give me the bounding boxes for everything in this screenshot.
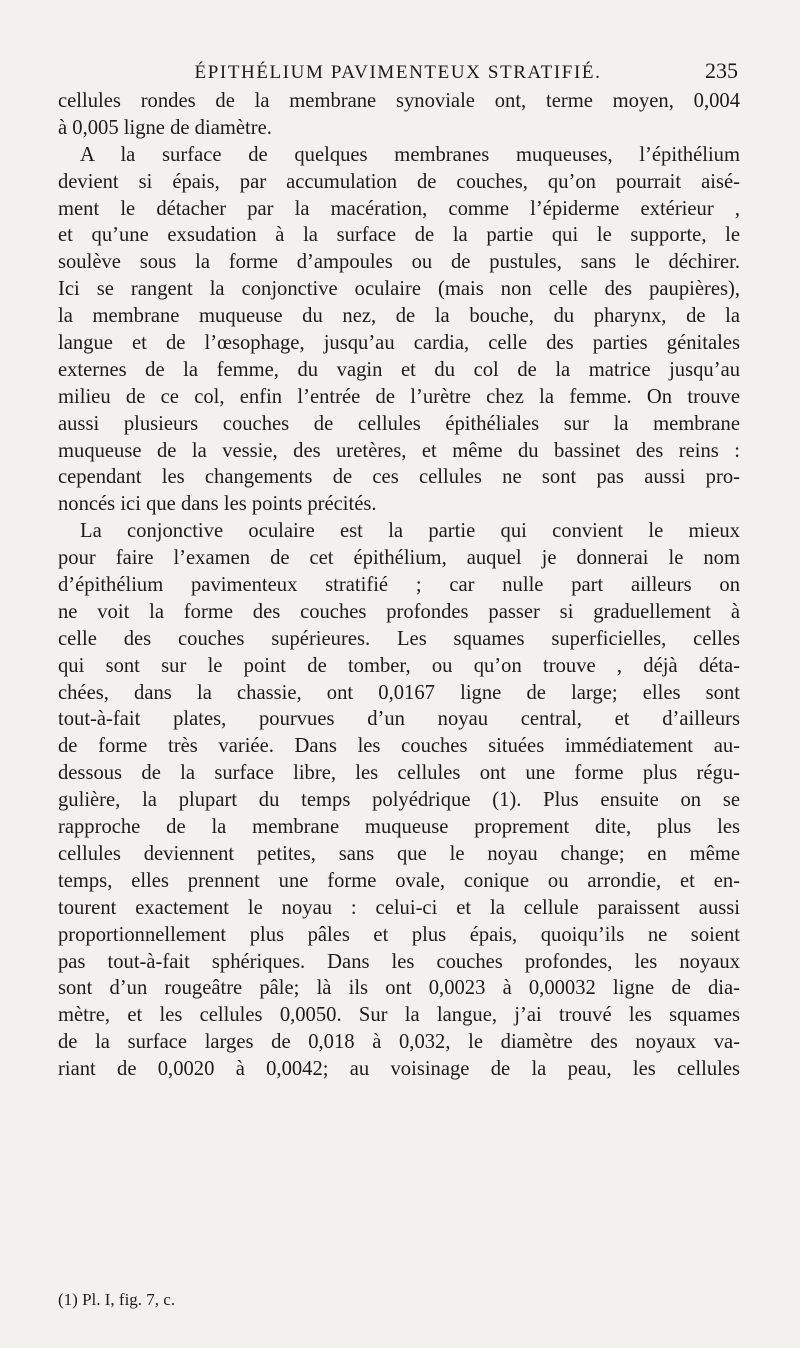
- text-line: ment le détacher par la macération, comme l’épiderme extérieur ,: [58, 197, 740, 220]
- text-line: tout-à-fait plates, pourvues d’un noyau central, et d’ailleurs: [58, 708, 740, 731]
- text-line: et qu’une exsudation à la surface de la partie qui le supporte, le: [58, 224, 740, 247]
- text-line: aussi plusieurs couches de cellules épithéliales sur la membrane: [58, 412, 740, 435]
- text-line: soulève sous la forme d’ampoules ou de pustules, sans le déchirer.: [58, 251, 740, 274]
- text-line: pour faire l’examen de cet épithélium, auquel je donnerai le nom: [58, 547, 740, 570]
- text-line: temps, elles prennent une forme ovale, conique ou arrondie, et en-: [58, 869, 740, 892]
- body-text: [58, 88, 740, 1083]
- text-line: rapproche de la membrane muqueuse proprement dite, plus les: [58, 816, 740, 839]
- footnote: (1) Pl. I, fig. 7, c.: [58, 1290, 176, 1309]
- text-line: à 0,005 ligne de diamètre.: [58, 116, 272, 139]
- text-line: devient si épais, par accumulation de couches, qu’on pourrait aisé-: [58, 170, 740, 193]
- text-line: cependant les changements de ces cellules ne sont pas aussi pro-: [58, 466, 740, 489]
- text-line: cellules rondes de la membrane synoviale ont, terme moyen, 0,004: [58, 90, 740, 112]
- text-line: cellules deviennent petites, sans que le noyau change; en même: [58, 842, 740, 865]
- text-line: riant de 0,0020 à 0,0042; au voisinage de la peau, les cellules: [58, 1058, 740, 1081]
- text-line: qui sont sur le point de tomber, ou qu’on trouve , déjà déta-: [58, 654, 740, 677]
- text-line: La conjonctive oculaire est la partie qui convient le mieux: [80, 520, 740, 543]
- running-title: ÉPITHÉLIUM PAVIMENTEUX STRATIFIÉ.: [194, 62, 602, 83]
- text-line: noncés ici que dans les points précités.: [58, 493, 377, 516]
- text-line: A la surface de quelques membranes muqueuses, l’épithélium: [80, 143, 740, 166]
- text-line: gulière, la plupart du temps polyédrique (1). Plus ensuite on se: [58, 789, 740, 812]
- text-line: tourent exactement le noyau : celui-ci et la cellule paraissent aussi: [58, 896, 740, 919]
- text-line: muqueuse de la vessie, des uretères, et même du bassinet des reins :: [58, 439, 740, 462]
- text-line: de forme très variée. Dans les couches situées immédiatement au-: [58, 735, 740, 758]
- text-line: dessous de la surface libre, les cellules ont une forme plus régu-: [58, 762, 740, 785]
- page-number: 235: [705, 58, 738, 83]
- text-line: Ici se rangent la conjonctive oculaire (mais non celle des paupières),: [58, 278, 740, 301]
- text-line: de la surface larges de 0,018 à 0,032, le diamètre des noyaux va-: [58, 1031, 740, 1054]
- text-line: externes de la femme, du vagin et du col de la matrice jusqu’au: [58, 358, 740, 381]
- text-line: mètre, et les cellules 0,0050. Sur la langue, j’ai trouvé les squames: [58, 1004, 740, 1027]
- text-line: celle des couches supérieures. Les squames superficielles, celles: [58, 627, 740, 650]
- text-line: milieu de ce col, enfin l’entrée de l’urètre chez la femme. On trouve: [58, 385, 740, 408]
- text-line: proportionnellement plus pâles et plus épais, quoiqu’ils ne soient: [58, 923, 740, 946]
- text-line: pas tout-à-fait sphériques. Dans les couches profondes, les noyaux: [58, 950, 740, 973]
- page-header: [58, 56, 738, 86]
- text-line: chées, dans la chassie, ont 0,0167 ligne de large; elles sont: [58, 681, 740, 704]
- text-line: langue et de l’œsophage, jusqu’au cardia, celle des parties génitales: [58, 332, 740, 355]
- text-line: ne voit la forme des couches profondes passer si graduellement à: [58, 600, 740, 623]
- text-line: la membrane muqueuse du nez, de la bouche, du pharynx, de la: [58, 305, 740, 328]
- text-line: sont d’un rougeâtre pâle; là ils ont 0,0023 à 0,00032 ligne de dia-: [58, 977, 740, 1000]
- text-line: d’épithélium pavimenteux stratifié ; car nulle part ailleurs on: [58, 574, 740, 597]
